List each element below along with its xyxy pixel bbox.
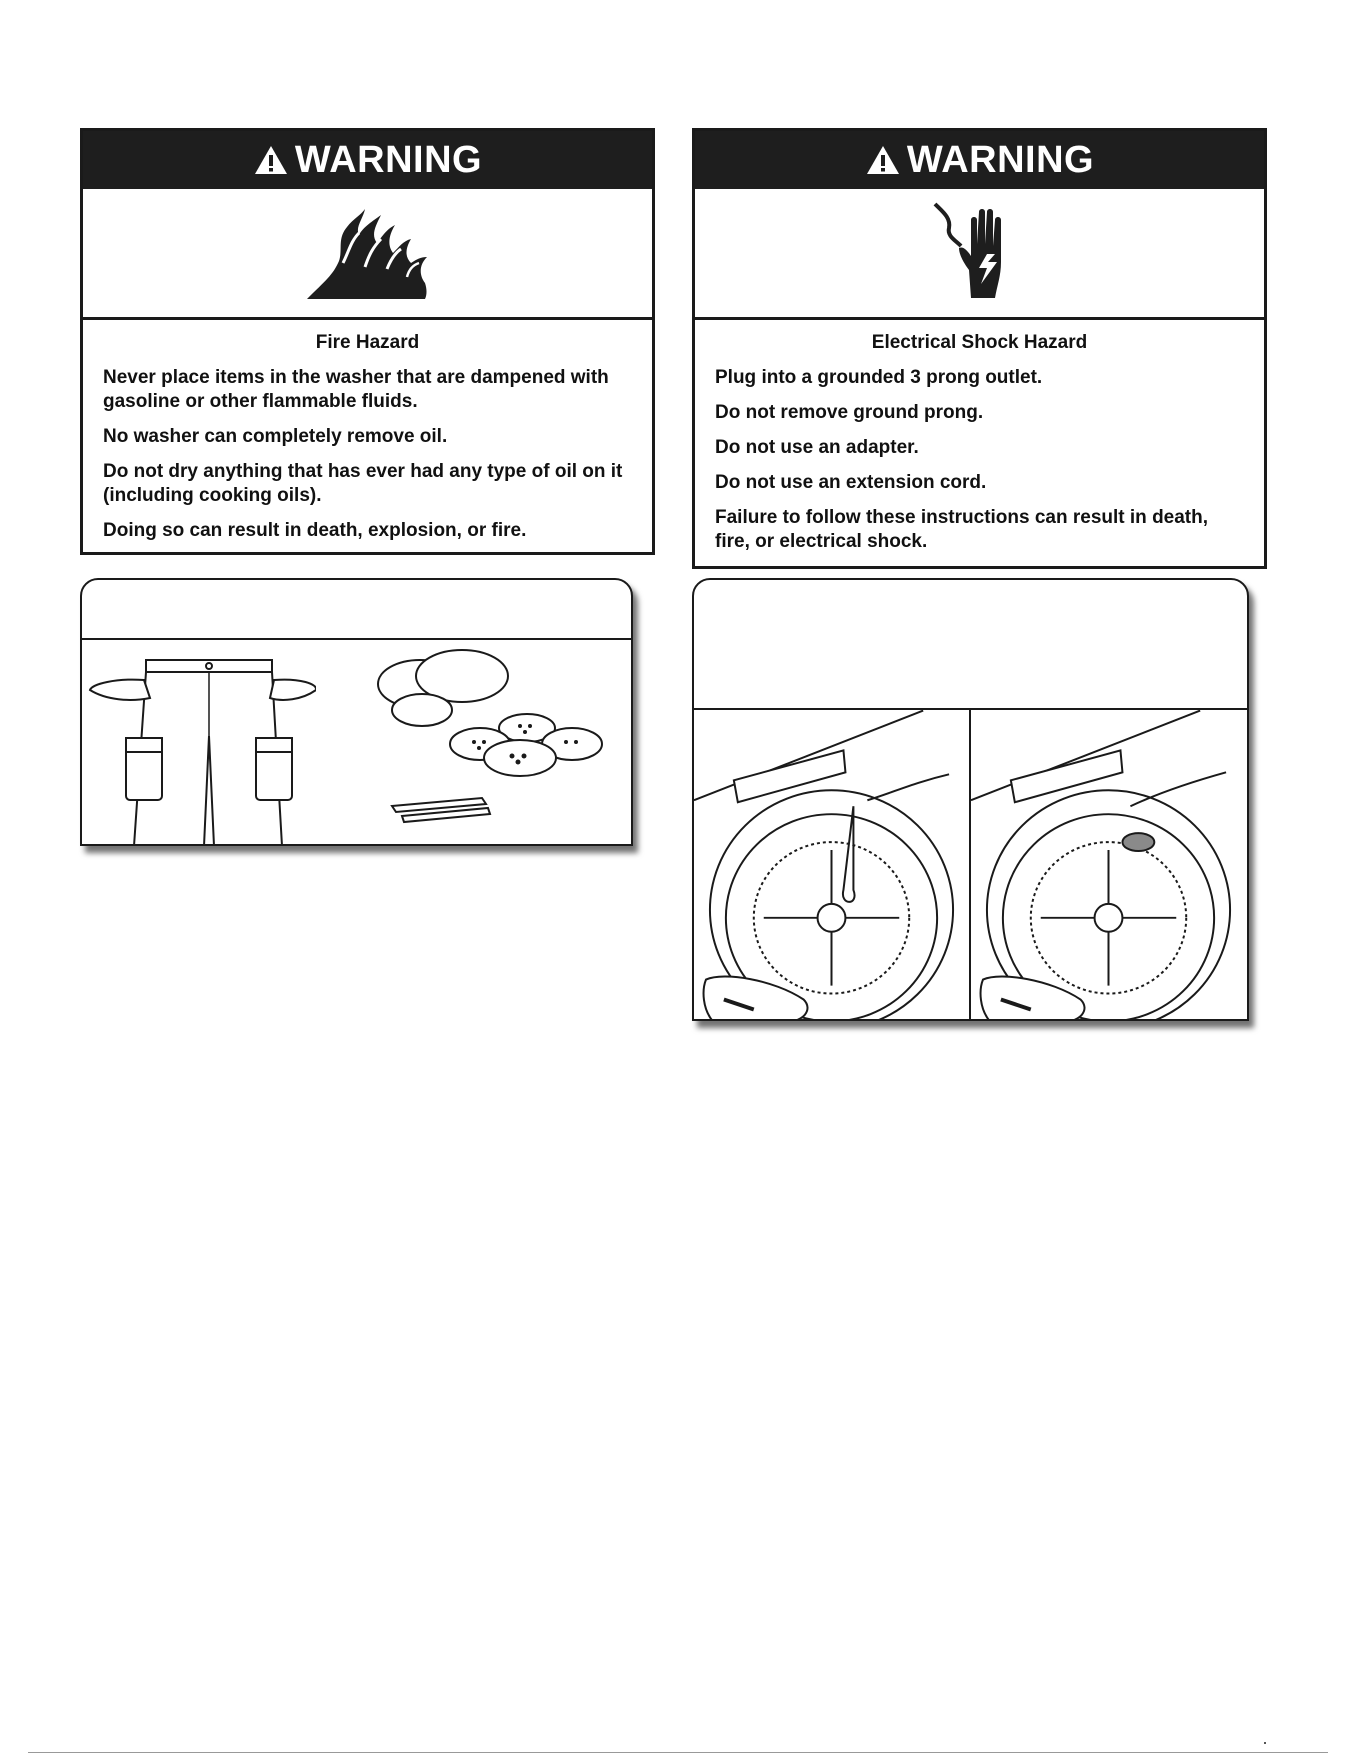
shock-hazard-heading: Electrical Shock Hazard xyxy=(871,332,1088,353)
washer-tub-illustration xyxy=(694,710,1247,1021)
warning-header xyxy=(83,131,652,189)
electric-shock-hand-icon xyxy=(925,198,1035,308)
shock-warning-box xyxy=(692,128,1267,569)
shock-warning-line: Do not use an extension cord. xyxy=(715,472,987,493)
shock-warning-line: Do not use an adapter. xyxy=(715,437,919,458)
warning-header-label: WARNING xyxy=(294,138,483,181)
page-footer-mark xyxy=(1264,1742,1266,1744)
card-header xyxy=(82,580,631,640)
washer-tub-cleaning-icon xyxy=(694,710,971,1021)
warning-header xyxy=(695,131,1264,189)
coins-buttons-pins-icon xyxy=(362,640,622,846)
warning-triangle-icon xyxy=(253,144,289,176)
fire-warning-line: Never place items in the washer that are dampened with gasoline or other flammable fluids. xyxy=(103,367,609,412)
pants-icon xyxy=(86,640,316,846)
warning-triangle-icon xyxy=(865,144,901,176)
fire-icon xyxy=(303,205,433,301)
fire-warning-line: Doing so can result in death, explosion, or fire. xyxy=(103,520,527,541)
shock-warning-line: Failure to follow these instructions can result in death, fire, or electrical shock. xyxy=(715,507,1209,552)
fire-warning-line: No washer can completely remove oil. xyxy=(103,426,448,447)
fire-warning-text xyxy=(83,320,652,564)
card-header xyxy=(694,580,1247,710)
empty-pockets-illustration xyxy=(82,640,631,846)
warning-header-label: WARNING xyxy=(906,138,1095,181)
fire-warning-box xyxy=(80,128,655,555)
page-footer-rule xyxy=(28,1752,1328,1753)
shock-pictogram xyxy=(695,189,1264,320)
shock-warning-line: Plug into a grounded 3 prong outlet. xyxy=(715,367,1043,388)
shock-warning-line: Do not remove ground prong. xyxy=(715,402,984,423)
fire-hazard-heading: Fire Hazard xyxy=(315,332,420,353)
shock-warning-text xyxy=(695,320,1264,575)
fire-warning-line: Do not dry anything that has ever had any type of oil on it (including cooking oils). xyxy=(103,461,623,506)
fire-pictogram xyxy=(83,189,652,320)
washer-tub-card xyxy=(692,578,1249,1021)
empty-pockets-card xyxy=(80,578,633,846)
washer-tub-wiping-icon xyxy=(971,710,1247,1021)
